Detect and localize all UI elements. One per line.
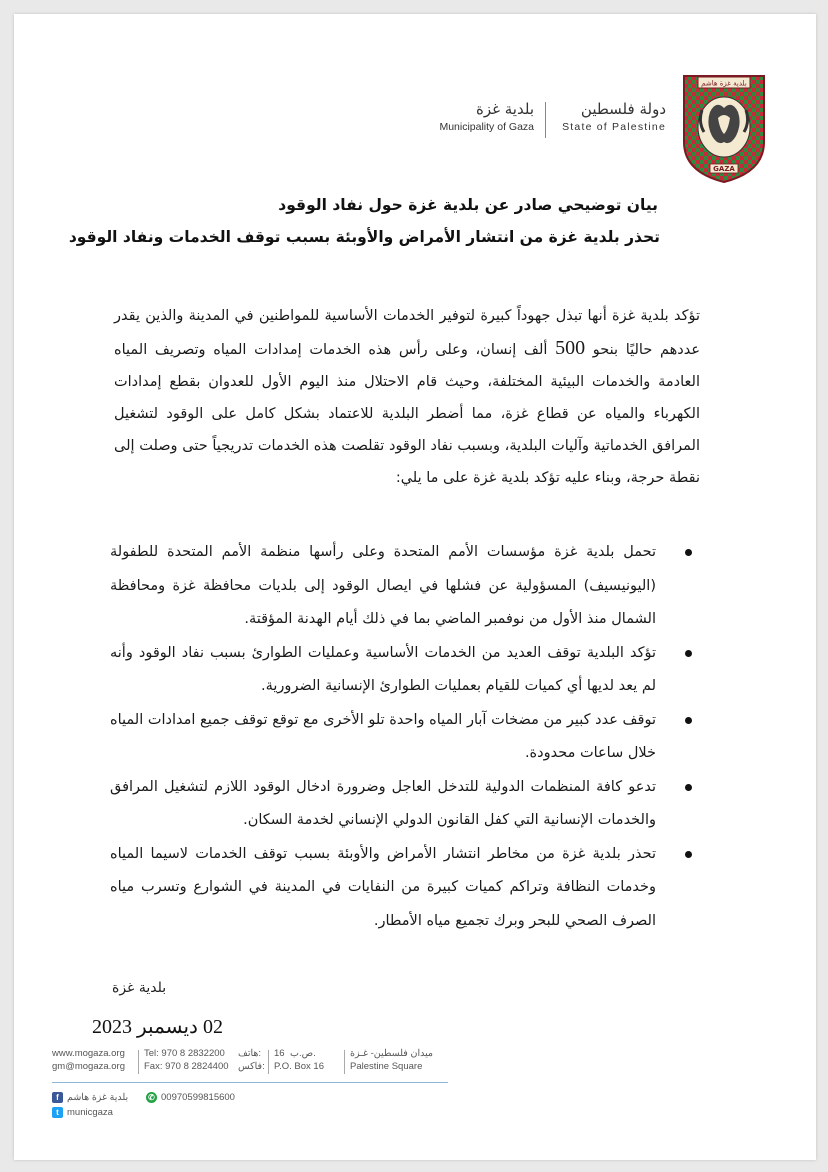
footer-email[interactable]: gm@mogaza.org	[52, 1061, 126, 1072]
logo-caption-text: GAZA	[713, 165, 735, 173]
list-item-text: توقف عدد كبير من مضخات آبار المياه واحدة تلو الأخرى مع توقع توقف جميع امدادات المياه خلال ساعات محدودة.	[110, 711, 656, 761]
gaza-municipality-logo	[680, 72, 768, 184]
list-item	[110, 536, 656, 637]
letterhead	[14, 72, 816, 192]
statement-subtitle: تحذر بلدية غزة من انتشار الأمراض والأوبئة بسبب توقف الخدمات ونفاد الوقود	[68, 228, 660, 246]
municipality-name-ar: بلدية غزة	[476, 100, 534, 118]
state-name-ar: دولة فلسطين	[580, 100, 666, 118]
whatsapp-number: 00970599815600	[161, 1092, 235, 1103]
state-name-en: State of Palestine	[562, 121, 666, 133]
bullet-dot	[685, 717, 692, 724]
twitter-handle: municgaza	[67, 1107, 113, 1118]
statement-date: 02 ديسمبر 2023	[92, 1016, 223, 1038]
state-name-block	[552, 100, 666, 133]
statement-points-list	[110, 536, 656, 938]
intro-text-part1: تؤكد بلدية غزة أنها تبذل جهوداً كبيرة لتوفير الخدمات الأساسية للمواطنين في المدينة والذين يقدر عددهم حاليًا بنحو	[114, 308, 700, 358]
facebook-handle: بلدية غزة هاشم	[67, 1092, 129, 1103]
footer-divider	[138, 1050, 139, 1074]
statement-title: بيان توضيحي صادر عن بلدية غزة حول نفاد الوقود	[278, 196, 658, 214]
intro-text-part2: ألف إنسان، وعلى رأس هذه الخدمات إمدادات المياه وتصريف المياه العادمة والخدمات البيئية المختلفة، وحيث قام الاحتلال منذ اليوم الأول للعدوان بقطع إمدادات الكهرباء والمياه عن قطاع غزة، مما أضطر البلدية للاعتماد بشكل كامل على الوقود لتشغيل المرافق الخدماتية وآليات البلدية، وبسبب نفاد الوقود تقلصت هذه الخدمات تدريجياً حتى وصلت إلى نقطة حرجة، وبناء عليه تؤكد بلدية غزة على ما يلي:	[114, 342, 700, 486]
footer-divider	[344, 1050, 345, 1074]
bullet-dot	[685, 784, 692, 791]
footer-tel: Tel: 970 8 2832200	[144, 1048, 225, 1059]
footer-pobox-en: P.O. Box 16	[274, 1061, 324, 1072]
footer-tel-ar: هاتف:	[238, 1048, 262, 1059]
list-item-text: تدعو كافة المنظمات الدولية للتدخل العاجل وضرورة ادخال الوقود اللازم لتشغيل المرافق والخدمات الإنسانية التي كفل القانون الدولي الإنساني لخدمة السكان.	[110, 778, 656, 828]
facebook-link[interactable]	[52, 1092, 128, 1103]
bullet-dot	[685, 549, 692, 556]
list-item	[110, 838, 656, 939]
bullet-dot	[685, 650, 692, 657]
twitter-icon: t	[52, 1107, 63, 1118]
document-page	[14, 14, 816, 1160]
facebook-icon: f	[52, 1092, 63, 1103]
logo-banner-text: بلدية غزة هاشم	[701, 79, 747, 88]
signature: بلدية غزة	[112, 980, 167, 996]
list-item	[110, 704, 656, 771]
whatsapp-icon: ✆	[146, 1092, 157, 1103]
whatsapp-link[interactable]	[146, 1092, 235, 1103]
list-item	[110, 771, 656, 838]
footer-rule	[52, 1082, 448, 1083]
list-item-text: تؤكد البلدية توقف العديد من الخدمات الأساسية وعمليات الطوارئ بسبب نفاد الوقود وأنه لم يعد لديها أي كميات للقيام بعمليات الطوارئ الإنسانية الضرورية.	[110, 644, 656, 694]
footer-pobox-ar: ص.ب.	[290, 1048, 316, 1059]
footer-pobox-num: 16	[274, 1048, 285, 1059]
intro-paragraph	[114, 300, 700, 494]
municipality-name-en: Municipality of Gaza	[439, 121, 534, 133]
list-item	[110, 637, 656, 704]
footer-address-ar: ميدان فلسطين- غـزة	[350, 1048, 434, 1059]
municipality-name-block	[434, 100, 534, 133]
footer-address-en: Palestine Square	[350, 1061, 423, 1072]
footer-fax-ar: فاكس:	[238, 1061, 265, 1072]
footer-divider	[268, 1050, 269, 1074]
list-item-text: تحمل بلدية غزة مؤسسات الأمم المتحدة وعلى رأسها منظمة الأمم المتحدة للطفولة (اليونيسيف) المسؤولية عن فشلها في ايصال الوقود إلى بلديات محافظة غزة ومحافظة الشمال منذ الأول من نوفمبر الماضي بما في ذلك أيام الهدنة المؤقتة.	[110, 544, 656, 627]
footer-web[interactable]: www.mogaza.org	[52, 1048, 125, 1059]
footer-fax: Fax: 970 8 2824400	[144, 1061, 229, 1072]
list-item-text: تحذر بلدية غزة من مخاطر انتشار الأمراض والأوبئة بسبب توقف الخدمات لاسيما المياه وخدمات النظافة وتراكم كميات كبيرة من النفايات في المدينة في الشوارع وتسرب مياه الصرف الصحي للبحر وبرك تجميع مياه الأمطار.	[110, 845, 656, 929]
intro-number: 500	[555, 337, 586, 359]
bullet-dot	[685, 851, 692, 858]
header-divider	[545, 102, 546, 138]
twitter-link[interactable]	[52, 1107, 113, 1118]
